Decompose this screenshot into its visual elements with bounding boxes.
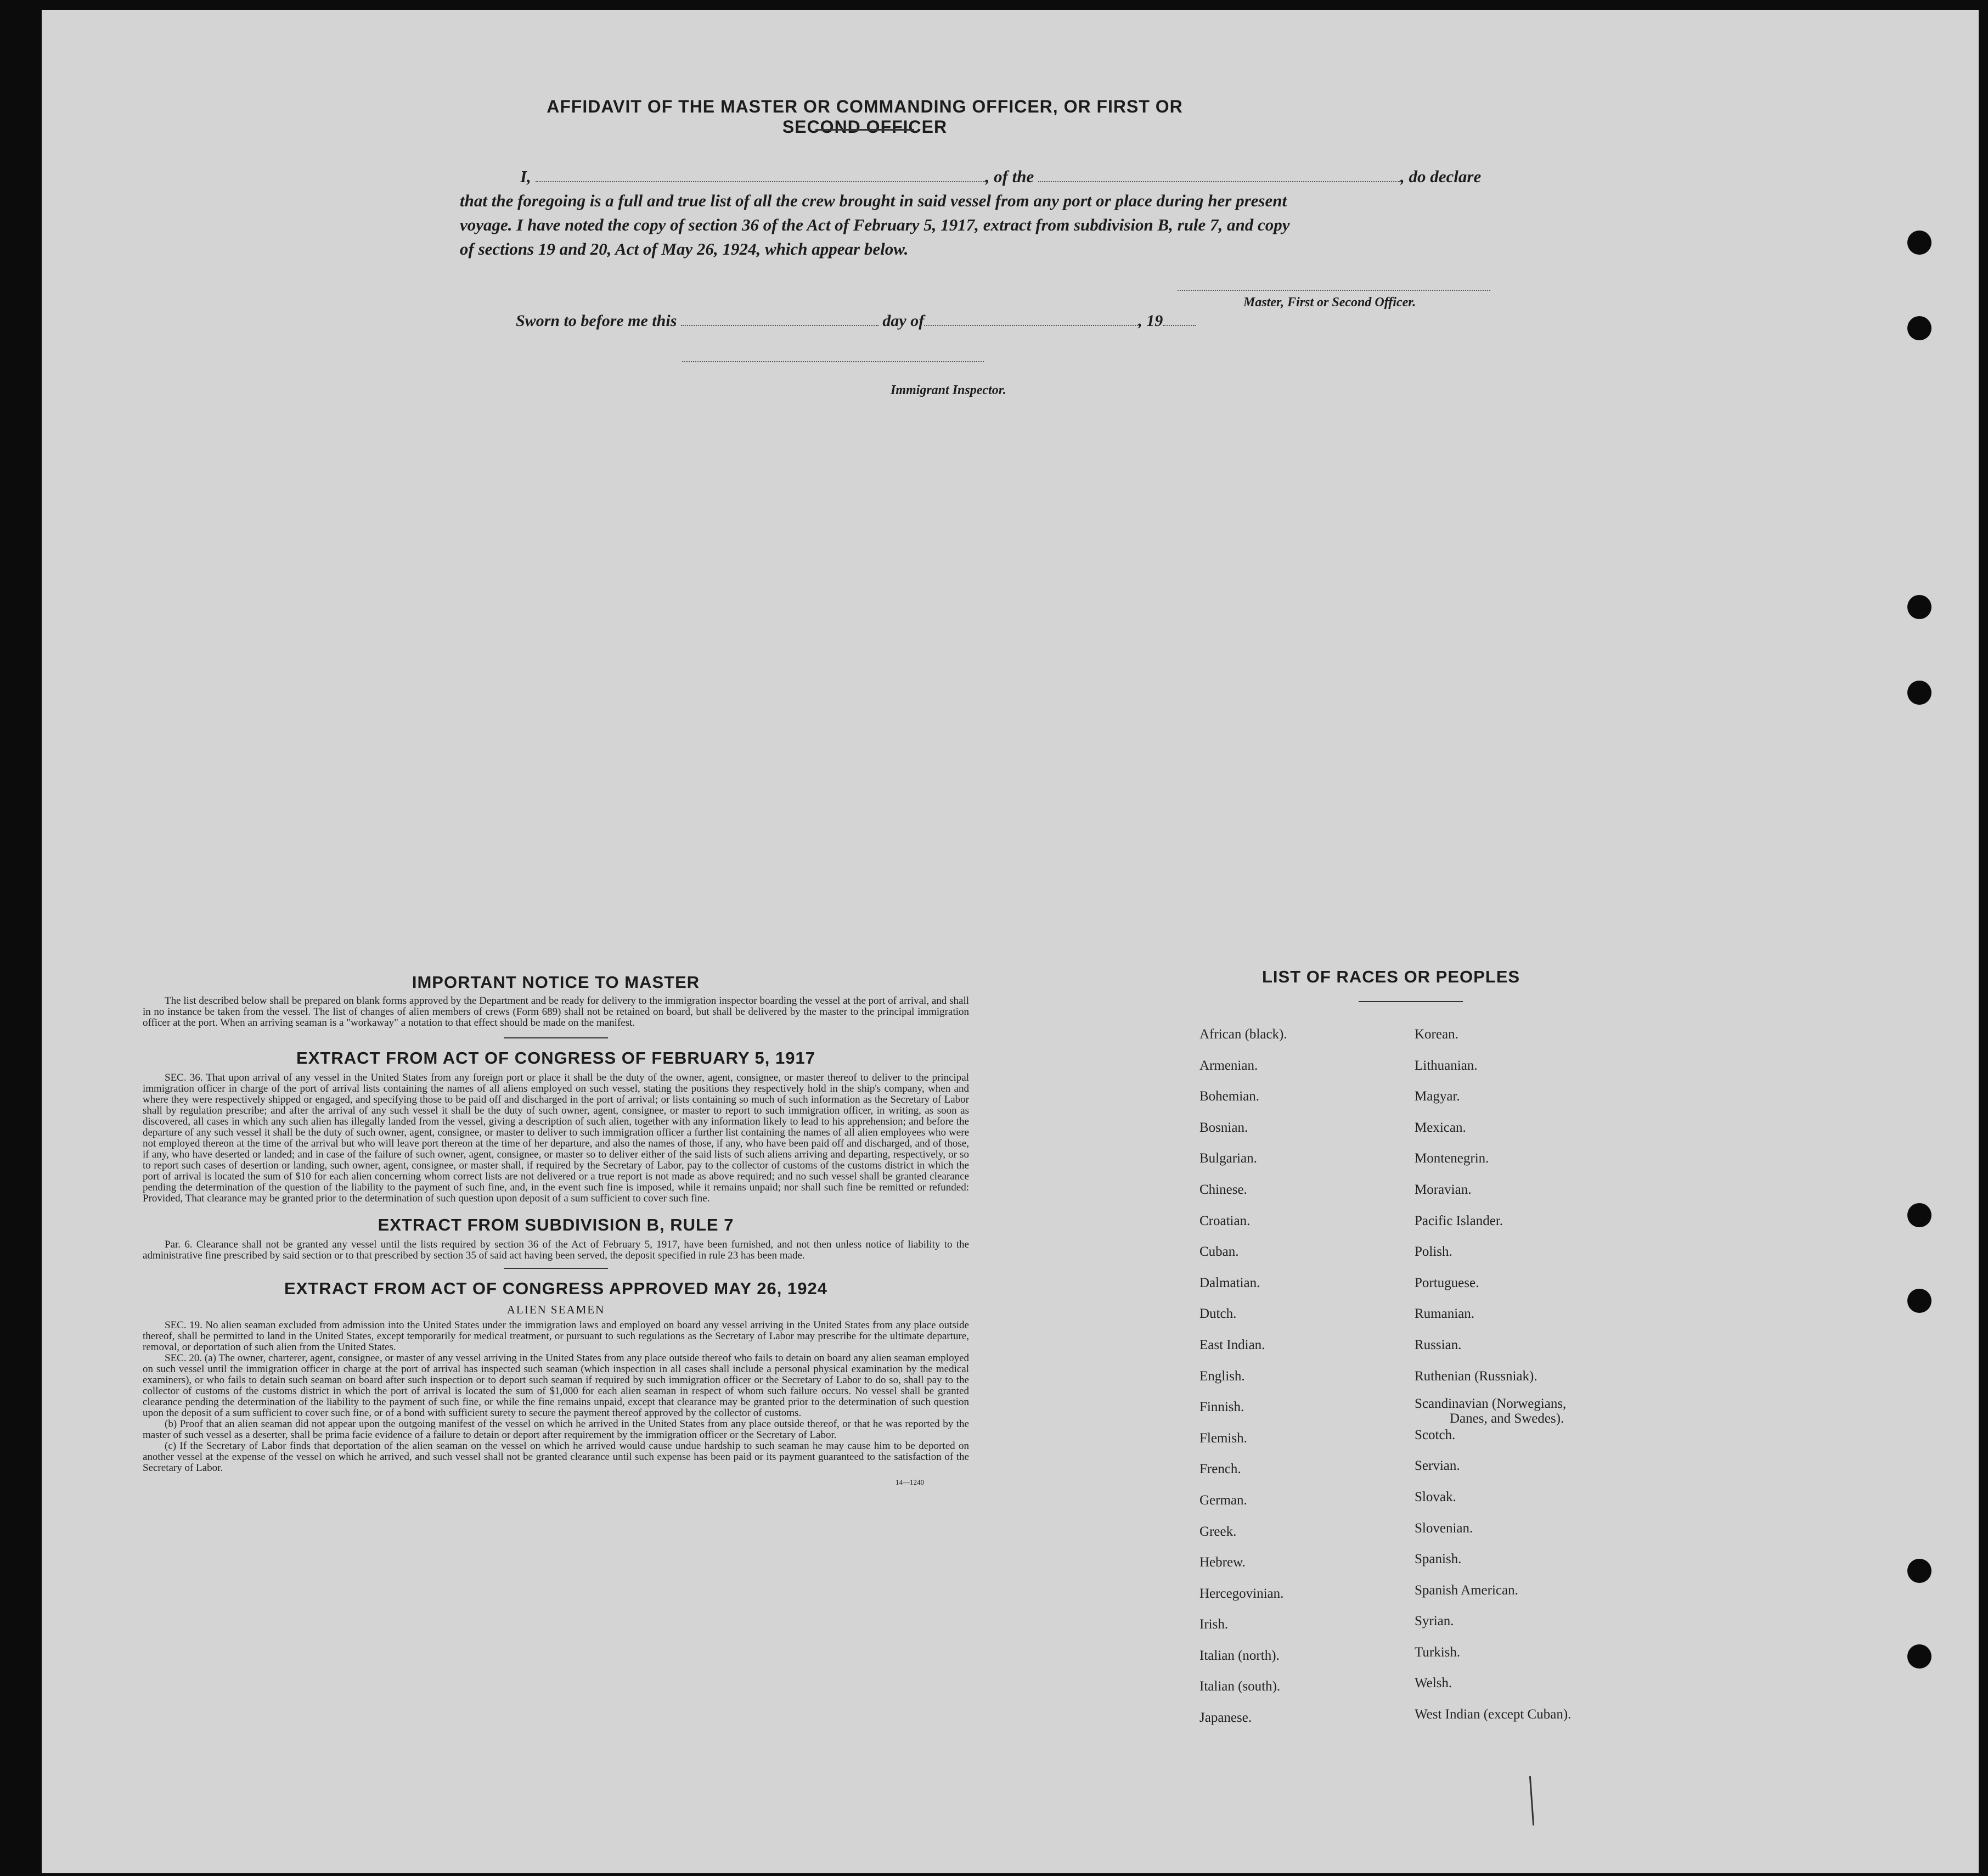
race-item: Hebrew. <box>1199 1555 1246 1570</box>
race-item: Syrian. <box>1415 1614 1454 1629</box>
year-label: , 19 <box>1138 312 1163 330</box>
sec-19-paragraph: SEC. 19. No alien seaman excluded from admission into the United States under the immigration laws and employed on board any vessel arriving in the United States from any place outside thereof, shall be permitted to land in the United States, except temporarily for medical treatment, or pursuant to such regulations as the Secretary of Labor may prescribe for the ultimate departure, removal, or deportation of such alien from the United States. <box>143 1319 969 1353</box>
extract-rule7-title: EXTRACT FROM SUBDIVISION B, RULE 7 <box>378 1215 734 1234</box>
sworn-year-field[interactable] <box>1163 325 1196 326</box>
punch-hole-icon <box>1907 681 1931 705</box>
race-item: Montenegrin. <box>1415 1151 1489 1166</box>
races-left-column <box>1199 1027 1364 1742</box>
punch-hole-icon <box>1907 316 1931 340</box>
race-item: Lithuanian. <box>1415 1058 1478 1073</box>
race-item: Welsh. <box>1415 1676 1452 1691</box>
declaration-line-4: of sections 19 and 20, Act of May 26, 1924, which appear below. <box>460 239 909 259</box>
race-item: Scotch. <box>1415 1427 1456 1442</box>
affidavit-declaration <box>460 165 1535 261</box>
sec-20c-paragraph: (c) If the Secretary of Labor finds that deportation of the alien seaman on the vessel on which he arrived would cause undue hardship to such seaman he may cause him to be deported on another vessel at the expense of the vessel on which he arrived, and such vessel shall not be granted clearance until such expense has been paid or its payment guaranteed to the satisfaction of the Secretary of Labor. <box>143 1440 969 1474</box>
punch-hole-icon <box>1907 231 1931 255</box>
race-item: Bulgarian. <box>1199 1151 1257 1166</box>
declaration-line-3: voyage. I have noted the copy of section 36 of the Act of February 5, 1917, extract from subdivision B, rule 7, and copy <box>460 215 1290 234</box>
race-item: African (black). <box>1199 1027 1287 1042</box>
sworn-month-field[interactable] <box>924 325 1138 326</box>
inspector-signature-field[interactable] <box>682 361 984 362</box>
sworn-day-field[interactable] <box>681 325 878 326</box>
race-item: Hercegovinian. <box>1199 1586 1284 1601</box>
vessel-field[interactable] <box>1038 181 1400 182</box>
race-item: Croatian. <box>1199 1213 1251 1228</box>
race-item: Magyar. <box>1415 1089 1460 1104</box>
race-item: Japanese. <box>1199 1710 1252 1726</box>
notice-title: IMPORTANT NOTICE TO MASTER <box>412 973 700 992</box>
race-item: Armenian. <box>1199 1058 1258 1073</box>
pencil-mark <box>1529 1776 1534 1826</box>
race-item: West Indian (except Cuban). <box>1415 1707 1572 1722</box>
race-item: Korean. <box>1415 1027 1458 1042</box>
affidavit-title: AFFIDAVIT OF THE MASTER OR COMMANDING OFFICER, OR FIRST OR SECOND OFFICER <box>547 97 1183 137</box>
race-item: Bosnian. <box>1199 1120 1248 1135</box>
race-item: Moravian. <box>1415 1182 1472 1197</box>
race-item: English. <box>1199 1368 1245 1384</box>
race-item: Slovak. <box>1415 1489 1456 1504</box>
notice-paragraph: The list described below shall be prepared on blank forms approved by the Department and be ready for delivery to the immigration inspector boarding the vessel at the port of arrival, and shall in no instance be taken from the vessel. The list of changes of alien members of crews (Form 689) shall not be retained on board, but shall be delivered by the master to the principal immigration officer at the port. When an arriving seaman is a "workaway" a notation to that effect should be made on the manifest. <box>143 995 969 1029</box>
race-item: Finnish. <box>1199 1400 1244 1415</box>
name-field[interactable] <box>536 181 985 182</box>
sec-20b-paragraph: (b) Proof that an alien seaman did not appear upon the outgoing manifest of the vessel on which he arrived in the United States from any place outside thereof, or that he was reported by the master of such vessel as a deserter, shall be prima facie evidence of a failure to detain or deport after requirement by the immigration officer or the Secretary of Labor. <box>143 1418 969 1441</box>
sworn-line <box>516 312 1196 330</box>
races-title-underline <box>1359 1001 1463 1002</box>
race-item: Spanish American. <box>1415 1582 1518 1598</box>
races-title: LIST OF RACES OR PEOPLES <box>1262 967 1520 986</box>
race-item: Portuguese. <box>1415 1275 1479 1290</box>
race-item: East Indian. <box>1199 1337 1265 1352</box>
race-item-continuation: Danes, and Swedes). <box>1450 1411 1564 1426</box>
race-item: Polish. <box>1415 1244 1452 1260</box>
race-item: Rumanian. <box>1415 1306 1475 1322</box>
extract-rule7-text <box>143 1239 969 1261</box>
day-of-label: day of <box>882 312 925 330</box>
race-item: Greek. <box>1199 1524 1237 1539</box>
race-item: Slovenian. <box>1415 1520 1473 1536</box>
race-item: Pacific Islander. <box>1415 1213 1503 1228</box>
sworn-label: Sworn to before me this <box>516 312 677 330</box>
race-item: Irish. <box>1199 1617 1229 1632</box>
of-the-label: , of the <box>985 167 1034 186</box>
races-right-column <box>1415 1027 1689 1738</box>
declaration-line-2: that the foregoing is a full and true list of all the crew brought in said vessel from any port or place during her present <box>460 191 1287 210</box>
race-item: Dutch. <box>1199 1306 1237 1322</box>
extract-1917-text <box>143 1072 969 1204</box>
legal-column <box>143 973 969 1487</box>
master-signature-field[interactable] <box>1178 290 1490 291</box>
punch-hole-icon <box>1907 1203 1931 1227</box>
race-item: Dalmatian. <box>1199 1275 1260 1290</box>
punch-hole-icon <box>1907 595 1931 619</box>
race-item: Mexican. <box>1415 1120 1466 1135</box>
race-item: Italian (north). <box>1199 1648 1280 1663</box>
section-divider <box>504 1037 608 1038</box>
i-label: I, <box>520 167 531 186</box>
punch-hole-icon <box>1907 1559 1931 1583</box>
section-divider <box>504 1268 608 1269</box>
alien-seamen-subtitle: ALIEN SEAMEN <box>506 1303 605 1316</box>
form-number: 14—1240 <box>896 1478 924 1486</box>
extract-rule7-paragraph: Par. 6. Clearance shall not be granted any vessel until the lists required by section 36 of the Act of February 5, 1917, have been furnished, and not then unless notice of liability to the administrative fine prescribed by said section or to that prescribed by section 35 of said act having been served, the deposit specified in rule 23 has been made. <box>143 1239 969 1261</box>
extract-1924-title: EXTRACT FROM ACT OF CONGRESS APPROVED MAY 26, 1924 <box>284 1279 827 1298</box>
race-item: French. <box>1199 1462 1241 1477</box>
punch-hole-icon <box>1907 1289 1931 1313</box>
race-item: Scandinavian (Norwegians, <box>1415 1396 1567 1412</box>
extract-1917-paragraph: SEC. 36. That upon arrival of any vessel in the United States from any foreign port or place it shall be the duty of the owner, agent, consignee, or master thereof to deliver to the principal immigration officer in charge of the port of arrival lists containing the names of all aliens employed on such vessel, stating the positions they respectively hold in the ship's company, when and where they were respectively shipped or engaged, and specifying those to be paid off and discharged in the port of arrival; or lists containing so much of such information as the Secretary of Labor shall by regulation prescribe; and after the arrival of any such vessel it shall be the duty of such owner, agent, consignee, or master to report to such immigration officer, in writing, as soon as discovered, all cases in which any such alien has illegally landed from the vessel, giving a description of such alien, together with any information likely to lead to his apprehension; and before the departure of any such vessel it shall be the duty of such owner, agent, consignee, or master to deliver to such immigration officer a further list containing the names of all alien employees who were not employed thereon at the time of the arrival but who will leave port thereon at the time of her departure, and also the names of those, if any, who have been paid off and discharged, and of those, if any, who have deserted or landed; and in case of the failure of such owner, agent, consignee, or master so to deliver either of the said lists of such aliens arriving and departing, respectively, or so to report such cases of desertion or landing, such owner, agent, consignee, or master shall, if required by the Secretary of Labor, pay to the collector of customs of the customs district in which the port of arrival is located the sum of $10 for each alien concerning whom correct lists are not delivered or a true report is not made as above required; and no such vessel shall be granted clearance pending the determination of the question of the liability to the payment of such fine, and, in the event such fine is imposed, while it remains unpaid; nor shall such fine be remitted or refunded: Provided, That clearance may be granted prior to the determination of such question upon deposit of a sum sufficient to cover such fine. <box>143 1072 969 1204</box>
inspector-caption: Immigrant Inspector. <box>891 383 1006 397</box>
race-item-group <box>1415 1396 1689 1428</box>
race-item: Chinese. <box>1199 1182 1247 1197</box>
race-item: Russian. <box>1415 1337 1462 1352</box>
race-item: German. <box>1199 1492 1247 1508</box>
race-item: Spanish. <box>1415 1552 1462 1567</box>
sec-20a-paragraph: SEC. 20. (a) The owner, charterer, agent, consignee, or master of any vessel arriving in the United States from any place outside thereof who fails to detain on board any alien seaman employed on such vessel until the immigration officer in charge at the port of arrival has inspected such seaman (which inspection in all cases shall include a personal physical examination by the medical examiners), or who fails to detain such seaman on board after such inspection or to deport such seaman if required by such immigration officer or the Secretary of Labor to do so, shall pay to the collector of customs of the customs district in which the port of arrival is located the sum of $1,000 for each alien seaman in respect of whom such failure occurs. No vessel shall be granted clearance pending the determination of the liability to the payment of such fine, or while the fine remains unpaid, except that clearance may be granted prior to the determination of such question upon the deposit of a sum sufficient to cover such fine, or of a bond with sufficient surety to secure the payment thereof approved by the collector of customs. <box>143 1352 969 1419</box>
race-item: Bohemian. <box>1199 1089 1260 1104</box>
race-item: Servian. <box>1415 1458 1460 1474</box>
affidavit-title-underline <box>815 129 914 131</box>
race-item: Cuban. <box>1199 1244 1239 1260</box>
race-item: Flemish. <box>1199 1430 1247 1446</box>
extract-1924-text <box>143 1320 969 1474</box>
race-item: Ruthenian (Russniak). <box>1415 1368 1538 1384</box>
extract-1917-title: EXTRACT FROM ACT OF CONGRESS OF FEBRUARY 5, 1917 <box>296 1048 815 1068</box>
race-item: Turkish. <box>1415 1644 1461 1660</box>
punch-hole-icon <box>1907 1644 1931 1669</box>
master-signature-caption: Master, First or Second Officer. <box>1243 295 1416 310</box>
race-item: Italian (south). <box>1199 1679 1281 1694</box>
notice-text <box>143 996 969 1029</box>
form-sheet <box>42 10 1979 1873</box>
do-declare-label: , do declare <box>1400 167 1482 186</box>
